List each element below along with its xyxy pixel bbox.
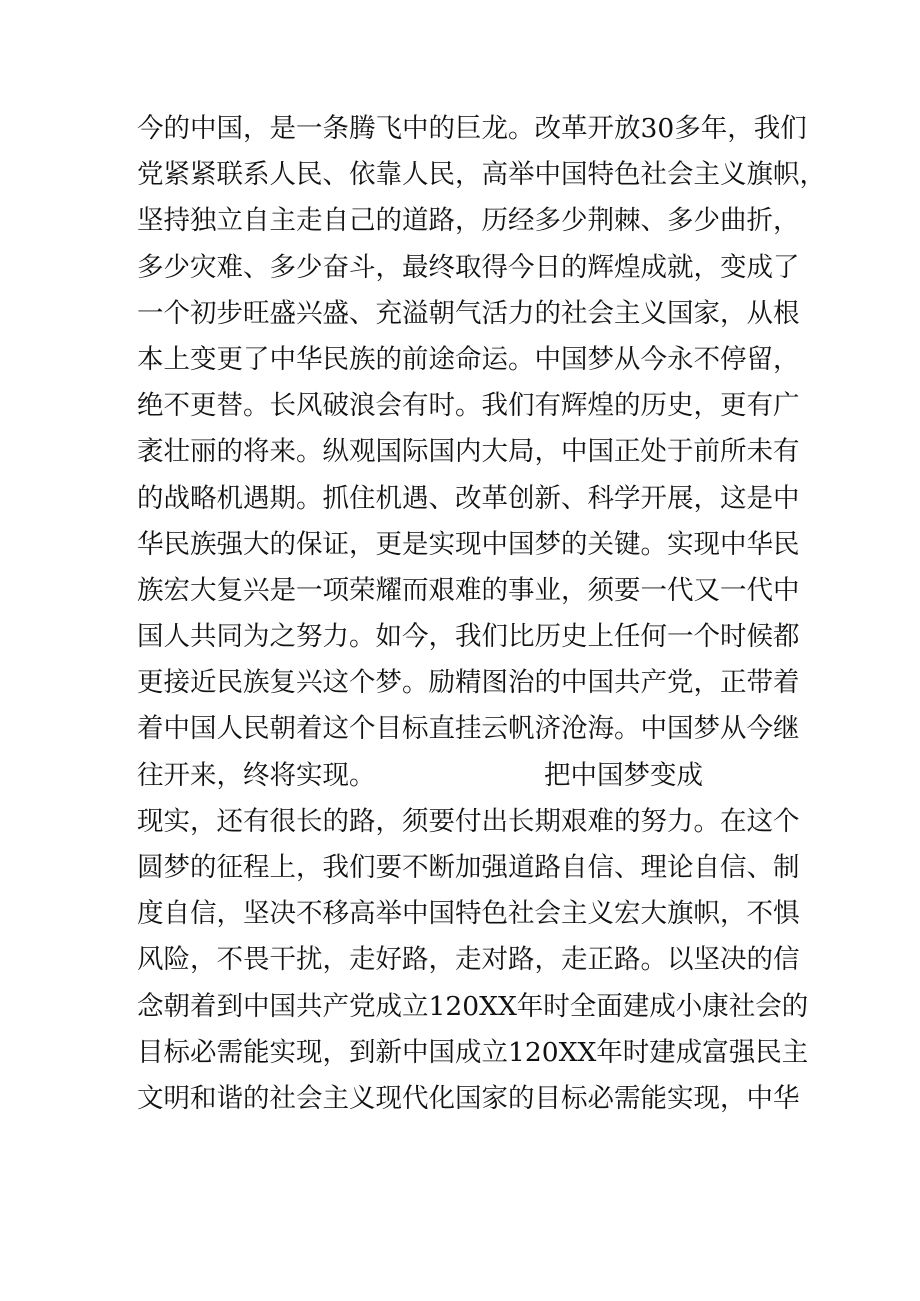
- text-line-5: 一个初步旺盛兴盛、充溢朝气活力的社会主义国家，从根: [137, 297, 800, 329]
- text-line-16: 现实，还有很长的路，须要付出长期艰难的努力。在这个: [137, 805, 800, 837]
- text-line-2: 党紧紧联系人民、依靠人民，高举中国特色社会主义旗帜，: [137, 159, 826, 191]
- text-line-19: 风险，不畏干扰，走好路，走对路，走正路。以坚决的信: [137, 944, 800, 976]
- text-line-12: 国人共同为之努力。如今，我们比历史上任何一个时候都: [137, 621, 800, 653]
- text-line-20: 念朝着到中国共产党成立120XX年时全面建成小康社会的: [137, 990, 809, 1022]
- text-line-17: 圆梦的征程上，我们要不断加强道路自信、理论自信、制: [137, 852, 800, 883]
- text-line-10: 华民族强大的保证，更是实现中国梦的关键。实现中华民: [137, 528, 800, 560]
- text-line-22: 文明和谐的社会主义现代化国家的目标必需能实现，中华: [137, 1082, 800, 1114]
- text-line-14: 着中国人民朝着这个目标直挂云帆济沧海。中国梦从今继: [137, 713, 800, 745]
- text-line-6: 本上变更了中华民族的前途命运。中国梦从今永不停留，: [137, 343, 800, 375]
- text-line-8: 袤壮丽的将来。纵观国际国内大局，中国正处于前所未有: [137, 436, 800, 468]
- text-line-4: 多少灾难、多少奋斗，最终取得今日的辉煌成就，变成了: [137, 251, 800, 283]
- text-line-18: 度自信，坚决不移高举中国特色社会主义宏大旗帜，不惧: [137, 898, 800, 930]
- text-line-15: 往开来，终将实现。 把中国梦变成: [137, 759, 703, 791]
- text-line-21: 目标必需能实现，到新中国成立120XX年时建成富强民主: [137, 1036, 809, 1068]
- text-line-7: 绝不更替。长风破浪会有时。我们有辉煌的历史，更有广: [137, 390, 800, 422]
- text-line-1: 今的中国，是一条腾飞中的巨龙。改革开放30多年，我们: [137, 113, 807, 144]
- body-text: [137, 106, 826, 1122]
- text-line-11: 族宏大复兴是一项荣耀而艰难的事业，须要一代又一代中: [137, 574, 800, 606]
- text-line-13: 更接近民族复兴这个梦。励精图治的中国共产党，正带着: [137, 667, 800, 699]
- text-line-9: 的战略机遇期。抓住机遇、改革创新、科学开展，这是中: [137, 482, 800, 514]
- text-line-3: 坚持独立自主走自己的道路，历经多少荆棘、多少曲折，: [137, 205, 800, 237]
